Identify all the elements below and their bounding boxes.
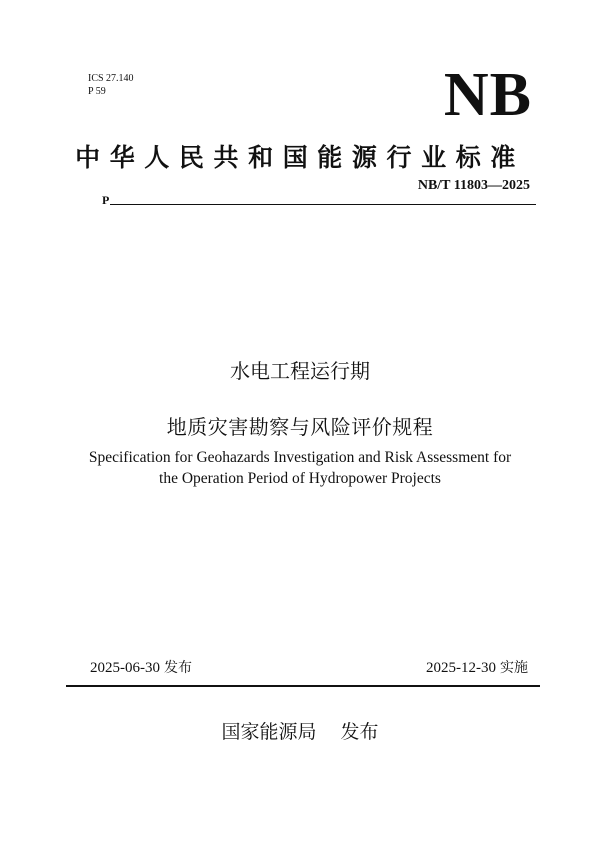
standard-code: NB/T 11803—2025	[417, 178, 530, 193]
document-title-line-2: 地质灾害勘察与风险评价规程	[166, 415, 434, 439]
issuer-label: 发布	[340, 721, 379, 743]
publish-date-label: 发布	[164, 660, 192, 676]
effective-date-label: 实施	[500, 660, 528, 676]
effective-date	[426, 657, 528, 677]
ccs-code: P 59	[88, 86, 106, 97]
effective-date-value: 2025-12-30	[426, 660, 496, 676]
english-title-line-1: Specification for Geohazards Investigation and Risk Assessment for	[88, 449, 512, 466]
publish-date-value: 2025-06-30	[90, 660, 160, 676]
nb-logo: NB	[443, 61, 532, 129]
header-divider	[110, 204, 536, 205]
document-title-line-1: 水电工程运行期	[230, 359, 370, 383]
issuer	[0, 717, 600, 744]
publish-date	[90, 657, 192, 677]
category-mark: P	[102, 193, 110, 207]
english-title-line-2: the Operation Period of Hydropower Projects	[159, 470, 441, 487]
footer-divider	[66, 685, 540, 687]
ics-code: ICS 27.140	[88, 73, 134, 84]
issuer-org: 国家能源局	[221, 721, 317, 743]
standard-title: 中华人民共和国能源行业标准	[75, 143, 525, 172]
